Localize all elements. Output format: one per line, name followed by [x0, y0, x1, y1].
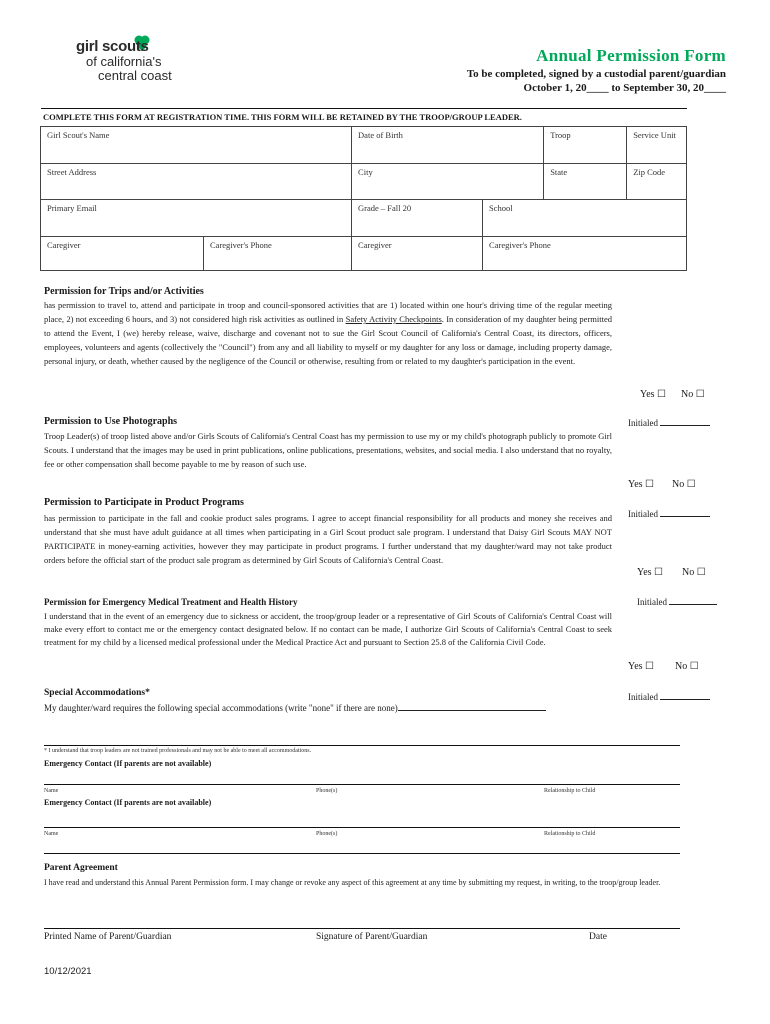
photos-text: Troop Leader(s) of troop listed above and/or Girls Scouts of California's Central Coast has my permission to use my or my child's photograph publicly to promote Girl Scouts. I understand that the images may be used in print publications, online publications, presentations, websites, and social media. I also understand that no royalty, fee or other compensation shall become payable to me by reason of such use.	[44, 431, 612, 469]
caregiver1-phone-field[interactable]	[204, 237, 352, 271]
emergency-line-1	[44, 784, 680, 785]
medical-initialed[interactable]	[628, 692, 710, 702]
emergency-relationship-1[interactable]: Relationship to Child	[544, 788, 596, 794]
grade-label: Grade – Fall 20	[358, 203, 412, 213]
products-initialed[interactable]	[637, 597, 717, 607]
street-field[interactable]	[41, 164, 352, 200]
trips-text-a: has permission to travel to, attend and participate in troop and council-sponsored activities that are 1) located within one hour's driving time of the regular meeting place, 2) not exceeding 6 hours, and 3) not considered high risk activities as outlined in	[44, 300, 612, 324]
photos-initialed[interactable]	[628, 509, 710, 519]
caregiver2-phone-field[interactable]	[483, 237, 687, 271]
city-field[interactable]	[352, 164, 544, 200]
medical-initialed-label: Initialed	[628, 692, 658, 702]
dob-label: Date of Birth	[358, 130, 403, 140]
service-unit-label: Service Unit	[633, 130, 676, 140]
accommodations-line	[44, 745, 680, 746]
caregiver1-field[interactable]	[41, 237, 204, 271]
products-text: has permission to participate in the fall and cookie product sales programs. I agree to accept financial responsibility for all products and money she receives and understand that she must have adult guidance at all times when participating in a Girl Scout product sale program. I understand that Daisy Girl Scouts MAY NOT PARTICIPATE in money-earning activities, however they may participate in product programs. I further understand that my daughter/ward may not take product orders before the official start of the product sale program as determined by Girl Scouts of California's Central Coast.	[44, 513, 612, 565]
emergency-name-1[interactable]: Name	[44, 788, 59, 794]
street-label: Street Address	[47, 167, 97, 177]
troop-label: Troop	[550, 130, 571, 140]
state-label: State	[550, 167, 568, 177]
emergency-title-2: Emergency Contact (If parents are not available)	[44, 798, 212, 807]
trips-text	[44, 298, 612, 368]
caregiver2-field[interactable]	[352, 237, 483, 271]
form-dates: October 1, 20____ to September 30, 20____	[523, 82, 726, 94]
email-label: Primary Email	[47, 203, 97, 213]
products-initialed-label: Initialed	[637, 597, 667, 607]
trips-text-b: . In consideration of my daughter being permitted to attend the Event, I (we) hereby release, waive, discharge and covenant not to sue the Girl Scout Council of California's Central Coast, its directors, officers, employees, volunteers and agents (collectively the "Council") from any and all liability to myself or my daughter for any loss or damage, including property damage, personal injury, or death, whether caused by the negligence of the Council or otherwise, resulting from or related to my daughter's participation in the event.	[44, 314, 613, 366]
email-field[interactable]	[41, 200, 352, 237]
caregiver2-phone-label: Caregiver's Phone	[489, 240, 551, 250]
grade-field[interactable]	[352, 200, 483, 237]
photos-no-checkbox[interactable]: No ☐	[672, 479, 696, 490]
printed-name-field[interactable]: Printed Name of Parent/Guardian	[44, 932, 172, 942]
name-label: Girl Scout's Name	[47, 130, 110, 140]
agreement-divider	[44, 853, 680, 854]
city-label: City	[358, 167, 373, 177]
zip-label: Zip Code	[633, 167, 666, 177]
caregiver1-phone-label: Caregiver's Phone	[210, 240, 272, 250]
footnote: * I understand that troop leaders are not trained professionals and may not be able to meet all accommodations.	[44, 748, 312, 754]
caregiver1-label: Caregiver	[47, 240, 81, 250]
date-field[interactable]: Date	[589, 932, 607, 942]
photos-yes-checkbox[interactable]: Yes ☐	[628, 479, 655, 490]
form-version-date: 10/12/2021	[44, 966, 92, 977]
signature-field[interactable]: Signature of Parent/Guardian	[316, 932, 428, 942]
info-grid	[40, 126, 687, 271]
emergency-name-2[interactable]: Name	[44, 831, 59, 837]
school-field[interactable]	[483, 200, 687, 237]
emergency-relationship-2[interactable]: Relationship to Child	[544, 831, 596, 837]
logo	[76, 34, 186, 88]
header-divider	[41, 108, 687, 109]
accommodations-title: Special Accommodations*	[44, 688, 150, 698]
medical-yes-checkbox[interactable]: Yes ☐	[628, 661, 655, 672]
name-field[interactable]	[41, 127, 352, 164]
emergency-title-1: Emergency Contact (If parents are not available)	[44, 759, 212, 768]
logo-brand: girl scouts	[76, 38, 149, 55]
state-field[interactable]	[544, 164, 627, 200]
caregiver2-label: Caregiver	[358, 240, 392, 250]
products-title: Permission to Participate in Product Programs	[44, 497, 244, 508]
form-subtitle: To be completed, signed by a custodial parent/guardian	[466, 68, 726, 80]
dob-field[interactable]	[352, 127, 544, 164]
photos-title: Permission to Use Photographs	[44, 416, 178, 427]
zip-field[interactable]	[627, 164, 687, 200]
medical-title: Permission for Emergency Medical Treatment and Health History	[44, 597, 298, 607]
logo-line2: central coast	[98, 68, 172, 83]
agreement-text: I have read and understand this Annual Parent Permission form. I may change or revoke any aspect of this agreement at any time by submitting my request, in writing, to the troop/group leader.	[44, 878, 661, 887]
medical-text: I understand that in the event of an emergency due to sickness or accident, the troop/group leader or a representative of Girl Scouts of California's Central Coast will make every effort to contact me or the emergency contact designated below. If no contact can be made, I authorize Girl Scouts of California's Central Coast to seek treatment for my child by a licensed medical professional under the Medical Practice Act and pursuant to Section 25.8 of the California Civil Code.	[44, 611, 612, 647]
trips-yes-checkbox[interactable]: Yes ☐	[640, 389, 667, 400]
agreement-title: Parent Agreement	[44, 863, 118, 873]
trips-no-checkbox[interactable]: No ☐	[681, 389, 705, 400]
products-no-checkbox[interactable]: No ☐	[682, 567, 706, 578]
retention-banner: COMPLETE THIS FORM AT REGISTRATION TIME. THIS FORM WILL BE RETAINED BY THE TROOP/GROUP LEADER.	[43, 112, 522, 122]
emergency-phone-2[interactable]: Phone(s)	[316, 831, 338, 837]
emergency-line-2	[44, 827, 680, 828]
photos-initialed-label: Initialed	[628, 509, 658, 519]
troop-field[interactable]	[544, 127, 627, 164]
logo-line1: of california's	[86, 54, 162, 69]
form-title: Annual Permission Form	[536, 46, 726, 65]
products-yes-checkbox[interactable]: Yes ☐	[637, 567, 664, 578]
service-unit-field[interactable]	[627, 127, 687, 164]
signature-line	[44, 928, 680, 929]
emergency-phone-1[interactable]: Phone(s)	[316, 788, 338, 794]
safety-checkpoints-link[interactable]: Safety Activity Checkpoints	[345, 314, 442, 324]
trips-initialed-label: Initialed	[628, 418, 658, 428]
medical-no-checkbox[interactable]: No ☐	[675, 661, 699, 672]
trips-title: Permission for Trips and/or Activities	[44, 286, 204, 297]
accommodations-label: My daughter/ward requires the following special accommodations (write "none" if there are none)	[44, 703, 398, 713]
school-label: School	[489, 203, 513, 213]
trips-initialed[interactable]	[628, 418, 710, 428]
accommodations-field[interactable]	[44, 703, 546, 713]
